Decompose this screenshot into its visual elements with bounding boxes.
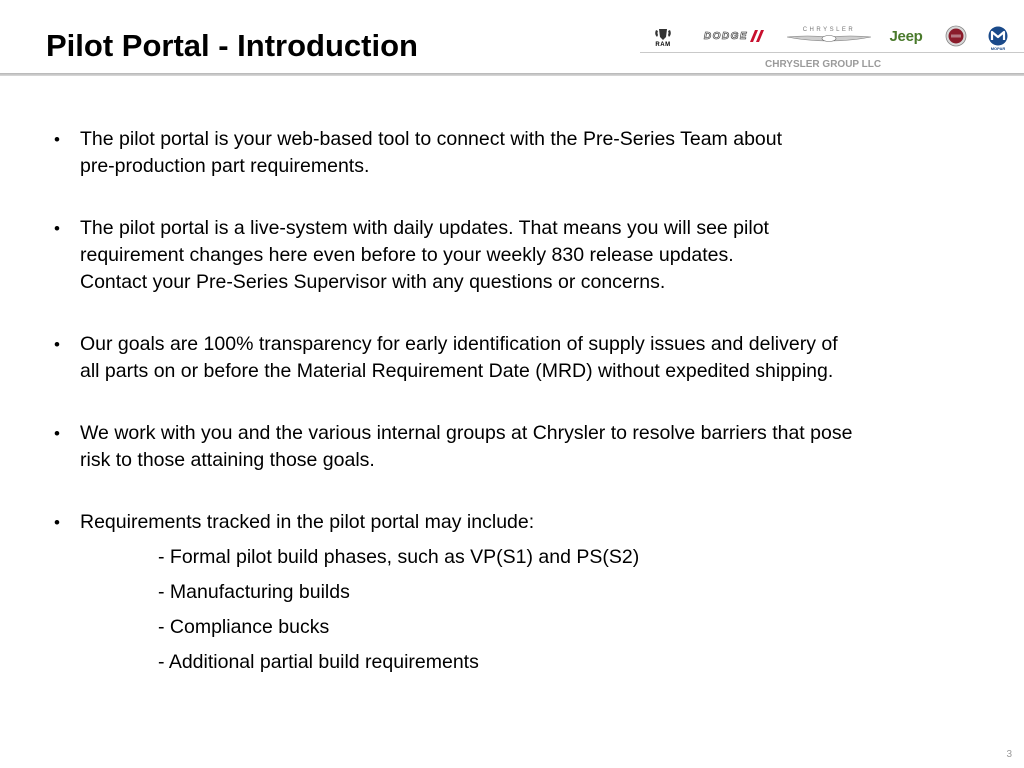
fiat-badge-icon xyxy=(945,25,967,47)
bullet-item xyxy=(54,420,994,474)
bullet-text: Requirements tracked in the pilot portal may include: xyxy=(80,511,535,533)
dodge-wordmark: DODGE xyxy=(703,30,749,42)
bullet-text: Contact your Pre-Series Supervisor with any questions or concerns. xyxy=(80,271,666,293)
bullet-text: We work with you and the various internal groups at Chrysler to resolve barriers that pose xyxy=(80,422,853,444)
chrysler-wordmark: CHRYSLER xyxy=(802,27,856,33)
ram-wordmark: RAM xyxy=(655,41,671,48)
page-number: 3 xyxy=(1006,749,1012,760)
sub-bullet-item: - Formal pilot build phases, such as VP(S1) and PS(S2) xyxy=(158,546,640,568)
sub-bullet-item: - Compliance bucks xyxy=(158,616,330,638)
company-name: CHRYSLER GROUP LLC xyxy=(765,59,882,70)
bullet-item xyxy=(54,215,994,296)
bullet-text: requirement changes here even before to your weekly 830 release updates. xyxy=(80,244,734,266)
bullet-item xyxy=(54,509,994,676)
bullet-text: pre-production part requirements. xyxy=(80,155,370,177)
jeep-logo xyxy=(886,26,926,46)
bullet-item xyxy=(54,331,994,385)
bullet-marker: • xyxy=(54,130,60,149)
mopar-m-icon xyxy=(987,26,1009,46)
chrysler-wings-icon xyxy=(787,33,871,43)
ram-logo xyxy=(652,24,674,50)
sub-bullet-item: - Manufacturing builds xyxy=(158,581,350,603)
sub-bullet-item: - Additional partial build requirements xyxy=(158,651,479,673)
dodge-stripes-icon xyxy=(750,30,764,42)
mopar-wordmark: MOPAR xyxy=(990,45,1006,51)
brand-logos xyxy=(640,20,1024,52)
bullet-text: risk to those attaining those goals. xyxy=(80,449,375,471)
bullet-text: The pilot portal is your web-based tool to connect with the Pre-Series Team about xyxy=(80,128,783,150)
bullet-marker: • xyxy=(54,513,60,532)
bullet-marker: • xyxy=(54,219,60,238)
bullet-marker: • xyxy=(54,335,60,354)
bullet-marker: • xyxy=(54,424,60,443)
header-divider xyxy=(0,73,1024,76)
slide-title: Pilot Portal - Introduction xyxy=(46,28,418,63)
chrysler-logo xyxy=(786,26,872,44)
mopar-logo xyxy=(985,25,1011,51)
sub-bullet-list xyxy=(80,544,994,676)
jeep-wordmark: Jeep xyxy=(889,27,923,45)
fiat-logo xyxy=(945,25,967,47)
ram-head-icon xyxy=(654,27,672,41)
bullet-item xyxy=(54,126,994,180)
bullet-text: The pilot portal is a live-system with daily updates. That means you will see pilot xyxy=(80,217,769,239)
logo-divider xyxy=(640,52,1024,53)
bullet-text: Our goals are 100% transparency for early identification of supply issues and delivery of xyxy=(80,333,838,355)
bullet-list xyxy=(54,126,994,676)
bullet-text: all parts on or before the Material Requirement Date (MRD) without expedited shipping. xyxy=(80,360,834,382)
dodge-logo xyxy=(692,29,776,43)
